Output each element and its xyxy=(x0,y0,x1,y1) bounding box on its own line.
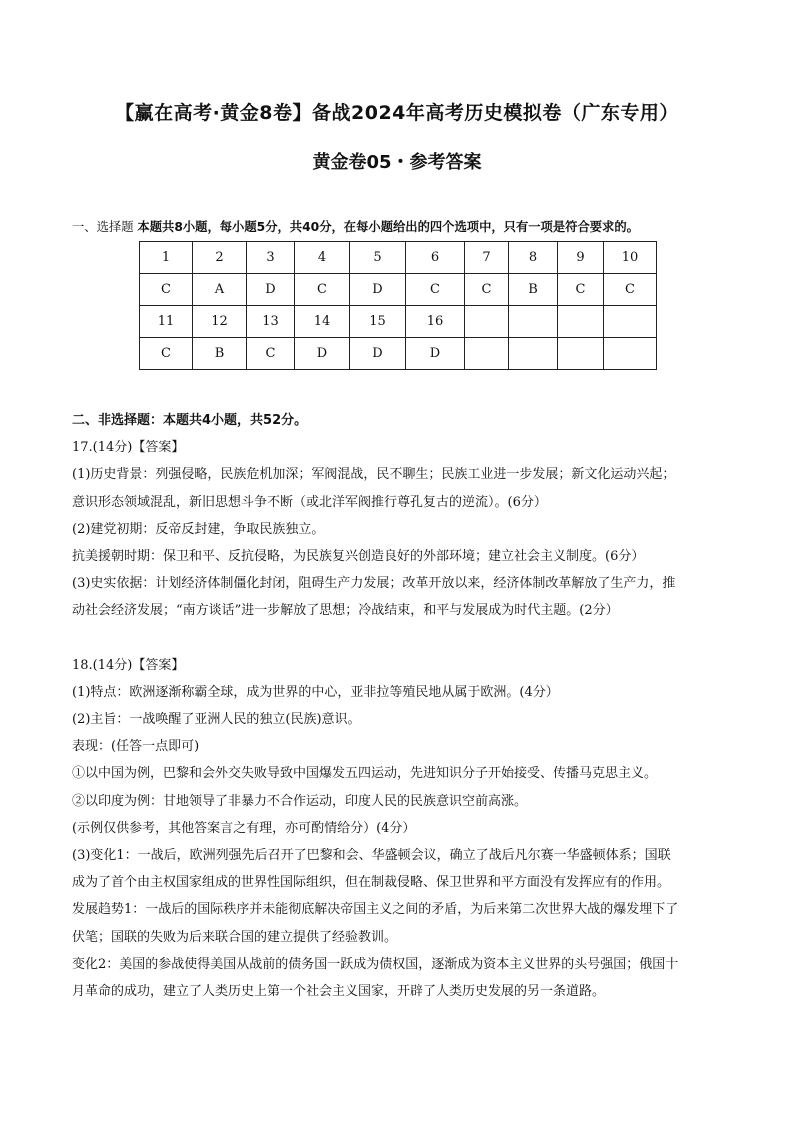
section-choice-label: 一、选择题 xyxy=(72,220,134,234)
table-cell: 1 xyxy=(140,242,193,274)
q17-title: 17.(14分)【答案】 xyxy=(72,440,185,456)
section-nonchoice-heading: 二、非选择题：本题共4小题，共52分。 xyxy=(72,413,308,428)
q18-answer-line: 发展趋势1：一战后的国际秩序并未能彻底解决帝国主义之间的矛盾，为后来第二次世界大战的爆发埋下了 xyxy=(72,902,679,918)
table-row xyxy=(140,242,657,274)
q17-answer-line: (2)建党初期：反帝反封建，争取民族独立。 xyxy=(72,521,325,537)
section-nonchoice xyxy=(72,407,732,1005)
table-cell: C xyxy=(558,274,604,306)
table-cell xyxy=(465,338,509,370)
answer-table xyxy=(139,241,657,370)
table-cell: 8 xyxy=(509,242,558,274)
table-cell: 6 xyxy=(406,242,465,274)
table-cell: 15 xyxy=(350,306,406,338)
table-cell: 16 xyxy=(406,306,465,338)
q18-answer-line: (2)主旨：一战唤醒了亚洲人民的独立(民族)意识。 xyxy=(72,712,361,728)
table-cell: C xyxy=(604,274,657,306)
table-cell: C xyxy=(295,274,350,306)
q18-answer-line: 伏笔；国联的失败为后来联合国的建立提供了经验教训。 xyxy=(72,929,398,945)
table-cell xyxy=(558,306,604,338)
page-subtitle: 黄金卷05・参考答案 xyxy=(312,152,482,173)
q18-answer-line: 表现：(任答一点即可) xyxy=(72,739,200,755)
q17-answer-line: (1)历史背景：列强侵略，民族危机加深；军阀混战，民不聊生；民族工业进一步发展；新文化运动兴起； xyxy=(72,467,676,483)
table-cell xyxy=(509,338,558,370)
table-cell: 14 xyxy=(295,306,350,338)
table-cell: D xyxy=(247,274,295,306)
q17-answer xyxy=(72,461,732,624)
table-cell: A xyxy=(193,274,247,306)
q17-answer-line: 动社会经济发展；“南方谈话”进一步解放了思想；冷战结束，和平与发展成为时代主题。(2分） xyxy=(72,603,619,619)
table-cell: D xyxy=(350,274,406,306)
table-cell xyxy=(465,306,509,338)
table-cell xyxy=(604,338,657,370)
table-cell: 5 xyxy=(350,242,406,274)
table-cell xyxy=(558,338,604,370)
q18-answer-line: 成为了首个由主权国家组成的世界性国际组织，但在制裁侵略、保卫世界和平方面没有发挥应有的作用。 xyxy=(72,875,671,891)
table-cell: C xyxy=(247,338,295,370)
table-row xyxy=(140,306,657,338)
table-row xyxy=(140,274,657,306)
q17-answer-line: 抗美援朝时期：保卫和平、反抗侵略，为民族复兴创造良好的外部环境；建立社会主义制度。(6分） xyxy=(72,549,645,565)
table-cell xyxy=(509,306,558,338)
q18-answer-line: ②以印度为例：甘地领导了非暴力不合作运动，印度人民的民族意识空前高涨。 xyxy=(72,793,528,809)
q18-answer-line: 月革命的成功，建立了人类历史上第一个社会主义国家，开辟了人类历史发展的另一条道路。 xyxy=(72,984,606,1000)
table-cell: 3 xyxy=(247,242,295,274)
q18-answer-line: (示例仅供参考，其他答案言之有理，亦可酌情给分）(4分） xyxy=(72,820,416,836)
table-cell: C xyxy=(140,338,193,370)
section-choice-description: 本题共8小题，每小题5分，共40分，在每小题给出的四个选项中，只有一项是符合要求的。 xyxy=(137,220,639,234)
table-cell: D xyxy=(406,338,465,370)
table-cell: 2 xyxy=(193,242,247,274)
table-cell: 12 xyxy=(193,306,247,338)
q18-answer-line: (1)特点：欧洲逐渐称霸全球，成为世界的中心，亚非拉等殖民地从属于欧洲。(4分） xyxy=(72,684,559,700)
table-cell: C xyxy=(406,274,465,306)
q18-answer-line: ①以中国为例，巴黎和会外交失败导致中国爆发五四运动，先进知识分子开始接受、传播马克思主义。 xyxy=(72,766,658,782)
table-cell: D xyxy=(295,338,350,370)
table-cell xyxy=(604,306,657,338)
table-row xyxy=(140,338,657,370)
spacer xyxy=(72,625,732,652)
table-cell: 10 xyxy=(604,242,657,274)
q17-answer-line: (3)史实依据：计划经济体制僵化封闭，阻碍生产力发展；改革开放以来，经济体制改革解放了生产力，推 xyxy=(72,576,676,592)
table-cell: 7 xyxy=(465,242,509,274)
q18-answer-line: 变化2：美国的参战使得美国从战前的债务国一跃成为债权国，逐渐成为资本主义世界的头号强国；俄国十 xyxy=(72,956,679,972)
table-cell: C xyxy=(140,274,193,306)
q18-answer-line: (3)变化1：一战后，欧洲列强先后召开了巴黎和会、华盛顿会议，确立了战后凡尔赛一华盛顿体系；国联 xyxy=(72,848,671,864)
table-cell: 11 xyxy=(140,306,193,338)
table-cell: B xyxy=(509,274,558,306)
q18-title: 18.(14分)【答案】 xyxy=(72,657,185,673)
table-cell: D xyxy=(350,338,406,370)
q18-answer xyxy=(72,679,732,1005)
page-title: 【赢在高考·黄金8卷】备战2024年高考历史模拟卷（广东专用） xyxy=(115,102,679,124)
table-cell: 13 xyxy=(247,306,295,338)
table-cell: B xyxy=(193,338,247,370)
section-choice-heading xyxy=(72,217,772,235)
table-cell: C xyxy=(465,274,509,306)
q17-answer-line: 意识形态领域混乱，新旧思想斗争不断（或北洋军阀推行尊孔复古的逆流）。(6分） xyxy=(72,494,547,510)
table-cell: 9 xyxy=(558,242,604,274)
table-cell: 4 xyxy=(295,242,350,274)
